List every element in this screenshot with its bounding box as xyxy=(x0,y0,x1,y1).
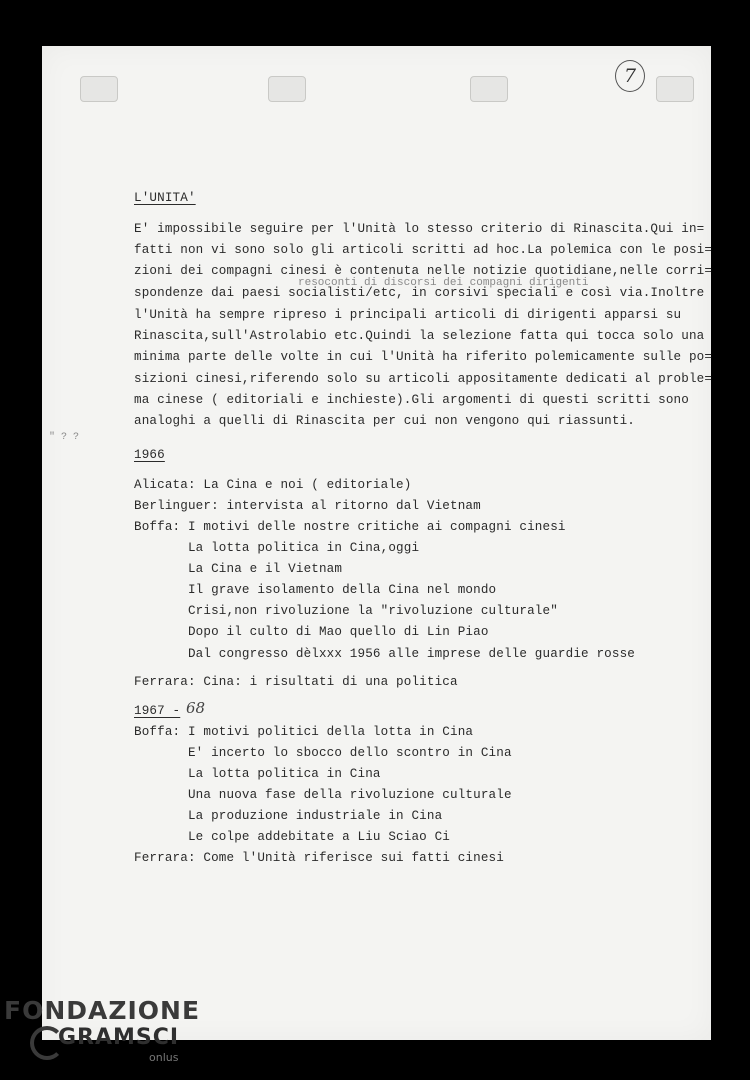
overlay-annotation: resoconti di discorsi dei compagni dirigenti xyxy=(298,277,589,289)
paragraph-line: spondenze dai paesi socialisti/etc, in corsivi speciali e così via.Inoltre xyxy=(134,286,705,300)
entry-1966: Boffa: I motivi delle nostre critiche ai compagni cinesi xyxy=(134,520,566,534)
entry-1966: La lotta politica in Cina,oggi xyxy=(134,541,420,555)
foundation-logo-subtitle: onlus xyxy=(149,1051,179,1064)
entry-1966: Il grave isolamento della Cina nel mondo xyxy=(134,583,497,597)
paragraph-line: Rinascita,sull'Astrolabio etc.Quindi la selezione fatta qui tocca solo una xyxy=(134,329,705,343)
binder-clip xyxy=(656,76,694,102)
foundation-logo-text: FONDAZIONE xyxy=(4,996,201,1025)
section-title: L'UNITA' xyxy=(134,191,196,205)
handwritten-year: 68 xyxy=(186,699,206,717)
entry-1967: E' incerto lo sbocco dello scontro in Cina xyxy=(134,746,512,760)
binder-clip xyxy=(268,76,306,102)
entry-1967: La produzione industriale in Cina xyxy=(134,809,443,823)
page-number: 7 xyxy=(615,60,645,92)
paragraph-line: zioni dei compagni cinesi è contenuta nelle notizie quotidiane,nelle corri= xyxy=(134,264,713,278)
binder-clip xyxy=(470,76,508,102)
entry-1966: Dopo il culto di Mao quello di Lin Piao xyxy=(134,625,489,639)
entry-1966: La Cina e il Vietnam xyxy=(134,562,343,576)
margin-note: " ? ? xyxy=(49,432,80,443)
paragraph-line: minima parte delle volte in cui l'Unità ha riferito polemicamente sulle po= xyxy=(134,350,713,364)
entry-1966: Dal congresso dèlxxx 1956 alle imprese delle guardie rosse xyxy=(134,647,635,661)
paragraph-line: l'Unità ha sempre ripreso i principali articoli di dirigenti apparsi su xyxy=(134,308,682,322)
entry-1967: La lotta politica in Cina xyxy=(134,767,381,781)
entry-1966: Ferrara: Cina: i risultati di una politica xyxy=(134,675,458,689)
binder-clip xyxy=(80,76,118,102)
year-heading-1966: 1966 xyxy=(134,448,165,462)
entry-1966: Alicata: La Cina e noi ( editoriale) xyxy=(134,478,412,492)
paragraph-line: ma cinese ( editoriali e inchieste).Gli argomenti di questi scritti sono xyxy=(134,393,689,407)
year-heading-1967: 1967 - xyxy=(134,704,181,718)
entry-1967: Una nuova fase della rivoluzione culturale xyxy=(134,788,512,802)
entry-1966: Berlinguer: intervista al ritorno dal Vietnam xyxy=(134,499,481,513)
entry-1966: Crisi,non rivoluzione la "rivoluzione culturale" xyxy=(134,604,558,618)
entry-1967: Boffa: I motivi politici della lotta in Cina xyxy=(134,725,474,739)
foundation-logo-text-2: GRAMSCI xyxy=(58,1025,180,1050)
entry-1967: Le colpe addebitate a Liu Sciao Ci xyxy=(134,830,451,844)
paragraph-line: fatti non vi sono solo gli articoli scritti ad hoc.La polemica con le posi= xyxy=(134,243,713,257)
paragraph-line: E' impossibile seguire per l'Unità lo stesso criterio di Rinascita.Qui in= xyxy=(134,222,705,236)
paragraph-line: sizioni cinesi,riferendo solo su articoli appositamente dedicati al proble= xyxy=(134,372,713,386)
entry-1967: Ferrara: Come l'Unità riferisce sui fatti cinesi xyxy=(134,851,504,865)
paragraph-line: analoghi a quelli di Rinascita per cui non vengono qui riassunti. xyxy=(134,414,635,428)
